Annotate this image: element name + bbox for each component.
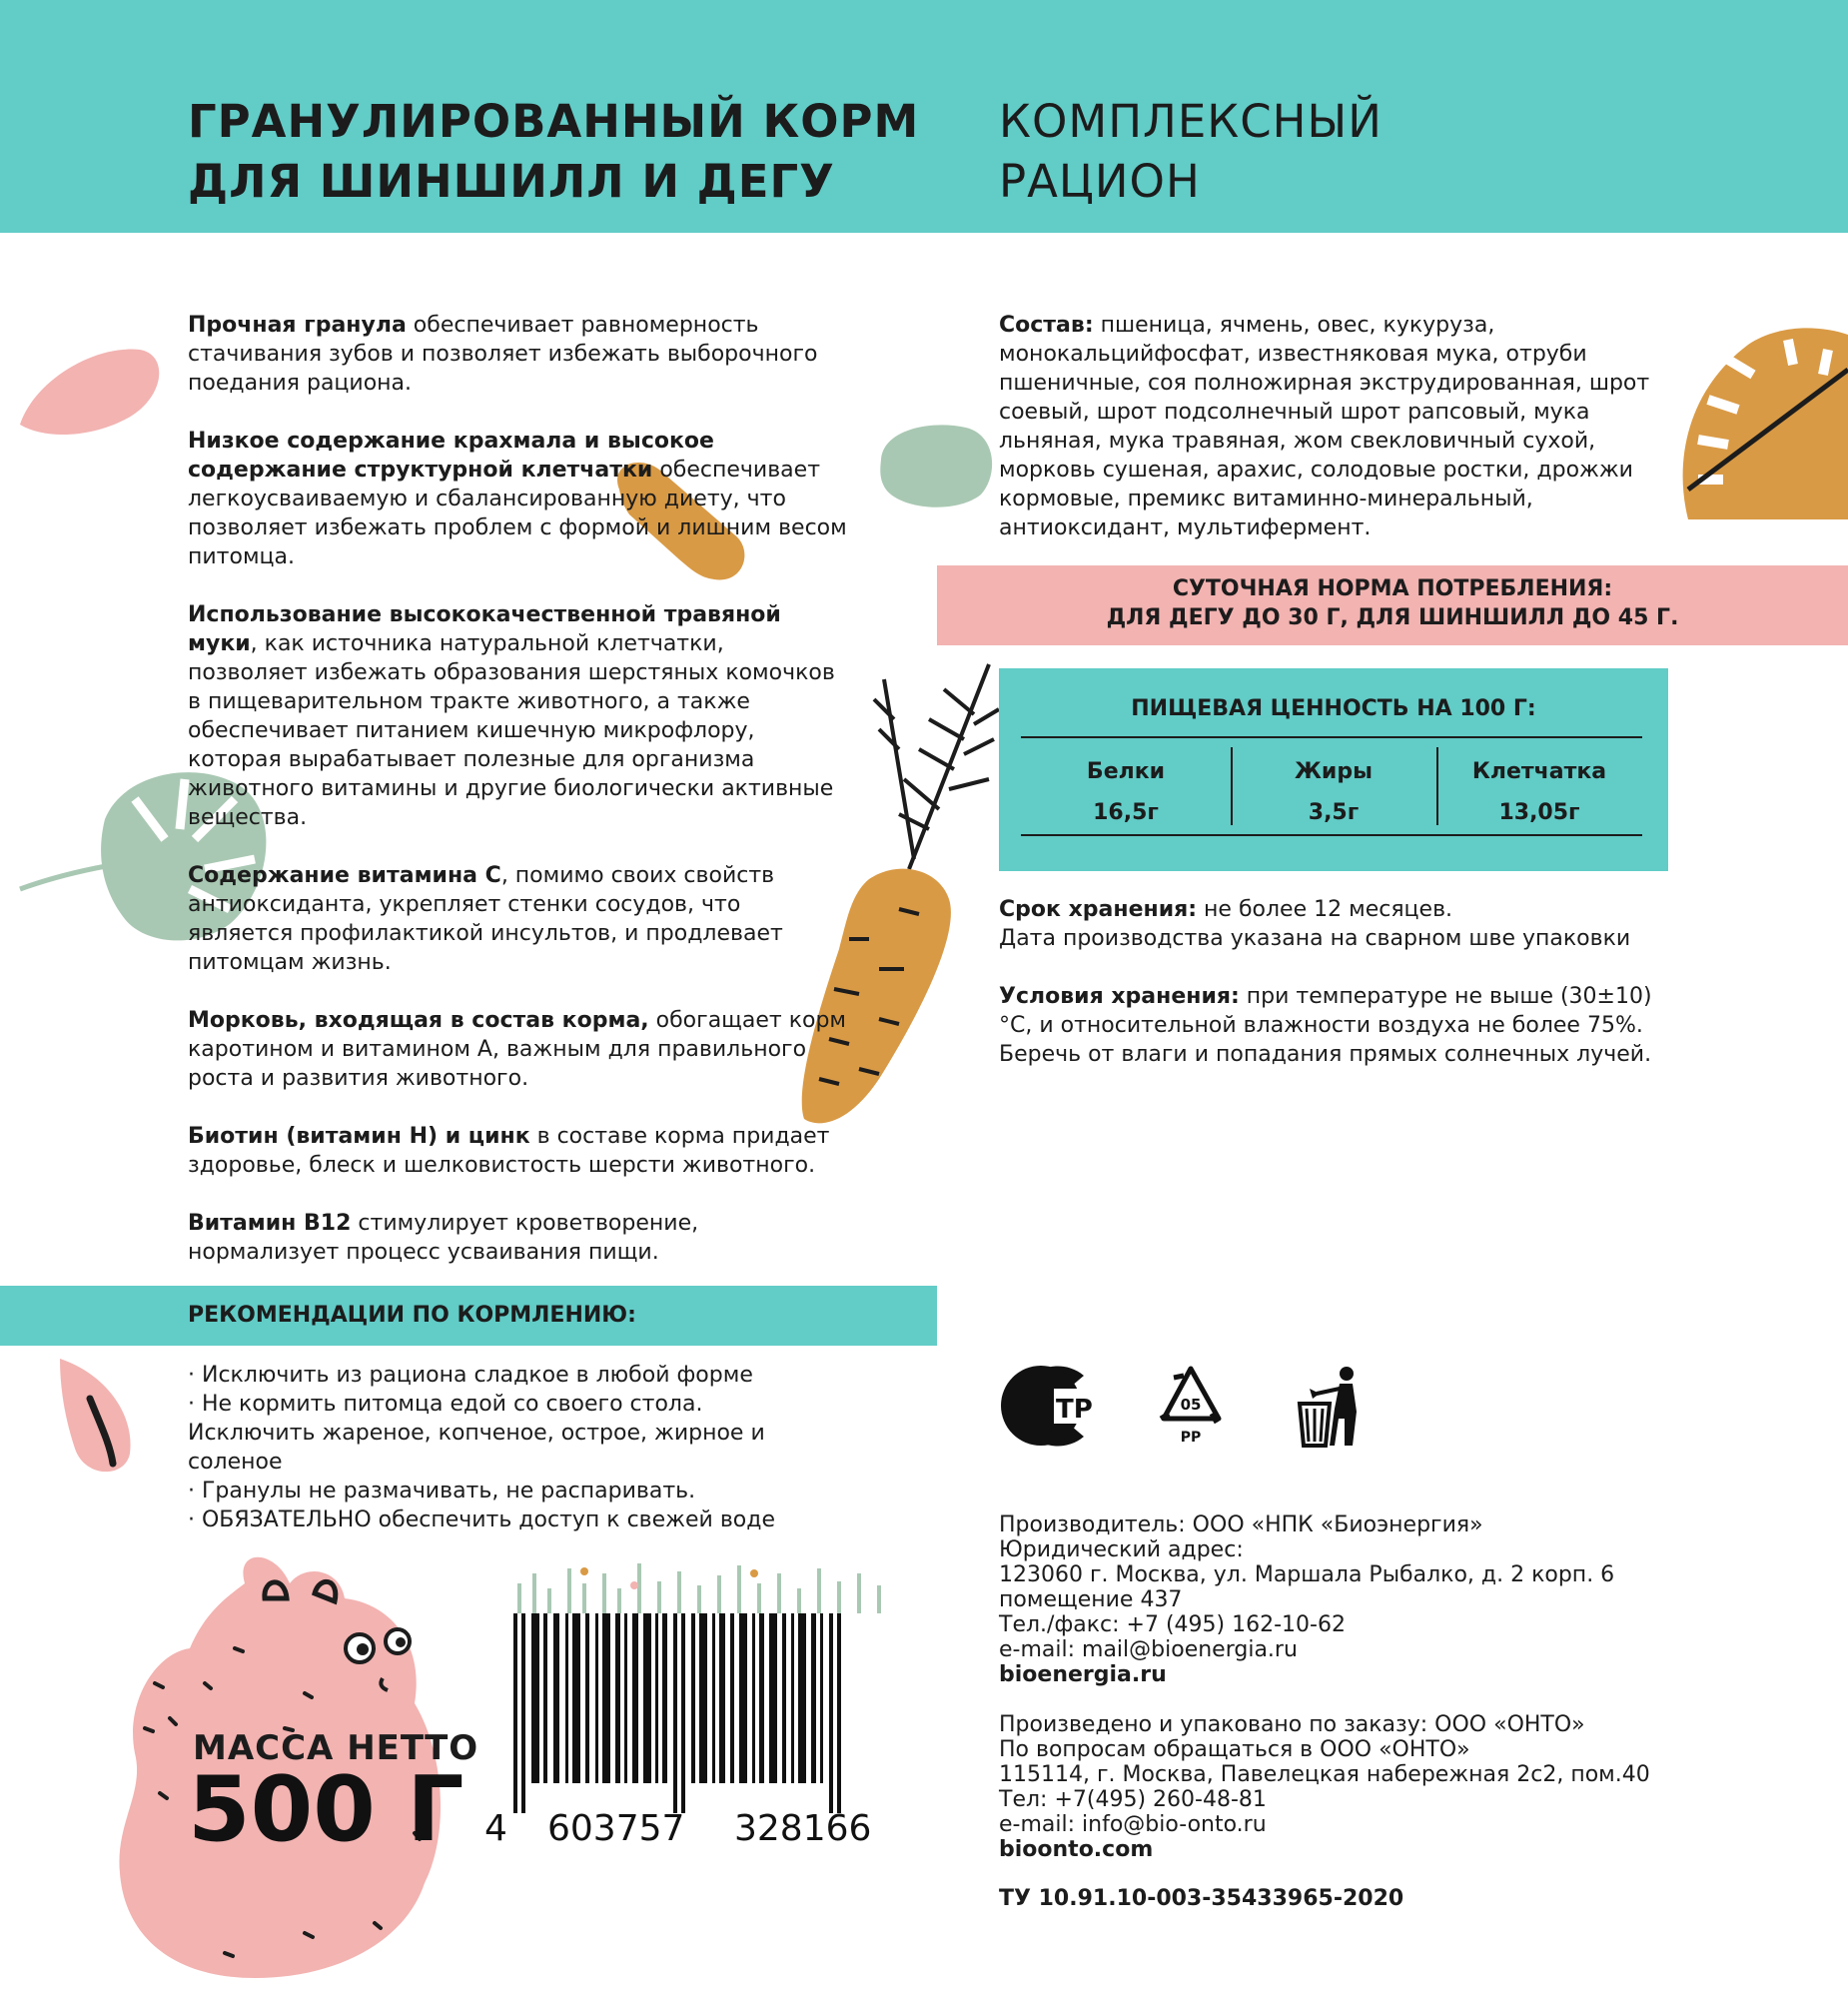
manufacturer-line: Тел./факс: +7 (495) 162-10-62 <box>999 1612 1346 1637</box>
benefit-heading: Морковь, входящая в состав корма, <box>188 1008 649 1033</box>
title-left <box>188 92 919 212</box>
nutrient-name: Белки <box>1086 759 1166 784</box>
storage-conditions <box>999 982 1668 1069</box>
nutrition-column-fat <box>1231 751 1436 833</box>
benefit-body: обеспечивает равномерность стачивания зубов и позволяет избежать выборочного поедания рациона. <box>188 313 818 396</box>
nutrition-column-fiber <box>1436 751 1642 833</box>
packer-line: Произведено и упаковано по заказу: ООО «ОНТО» <box>999 1712 1585 1737</box>
shelf-life-note: Дата производства указана на сварном шве упаковки <box>999 926 1631 951</box>
manufacturer-site-link[interactable]: bioenergia.ru <box>999 1662 1167 1687</box>
benefit-paragraph <box>188 861 847 977</box>
packer-line: По вопросам обращаться в ООО «ОНТО» <box>999 1737 1470 1762</box>
benefit-body: , помимо своих свойств антиоксиданта, укрепляет стенки сосудов, что является профилактикой инсультов, и продлевает питомцам жизнь. <box>188 863 783 975</box>
recycle-material: PP <box>1180 1430 1202 1446</box>
benefit-paragraph <box>188 427 847 571</box>
benefit-paragraph <box>188 600 847 832</box>
title-right <box>999 92 1383 212</box>
daily-norm-line-2: ДЛЯ ДЕГУ ДО 30 Г, ДЛЯ ШИНШИЛЛ ДО 45 Г. <box>1106 605 1679 630</box>
benefit-heading: Прочная гранула <box>188 313 407 338</box>
recycle-code: 05 <box>1180 1396 1202 1414</box>
nutrient-value: 13,05г <box>1498 800 1580 825</box>
shelf-life <box>999 895 1698 953</box>
barcode <box>509 1613 849 1813</box>
manufacturer-line: 123060 г. Москва, ул. Маршала Рыбалко, д. 2 корп. 6 <box>999 1562 1615 1587</box>
net-weight-value: 500 Г <box>188 1757 464 1862</box>
barcode-right-digits: 328166 <box>734 1808 872 1849</box>
benefit-heading: Низкое содержание крахмала и высокое содержание структурной клетчатки <box>188 429 714 483</box>
orange-leaf-icon <box>1668 320 1848 529</box>
list-item: · ОБЯЗАТЕЛЬНО обеспечить доступ к свежей воде <box>188 1507 775 1532</box>
title-left-line-2: ДЛЯ ШИНШИЛЛ И ДЕГУ <box>188 155 835 208</box>
net-weight-label: МАССА НЕТТО <box>193 1728 479 1768</box>
nutrient-name: Жиры <box>1295 759 1373 784</box>
benefit-body: обеспечивает легкоусваиваемую и сбалансированную диету, что позволяет избежать проблем с формой и лишним весом питомца. <box>188 458 847 569</box>
benefit-heading: Биотин (витамин Н) и цинк <box>188 1124 530 1149</box>
trash-bin-icon <box>1295 1364 1365 1449</box>
shelf-life-text: не более 12 месяцев. <box>1197 897 1453 922</box>
benefit-body: в составе корма придает здоровье, блеск и шелковистость шерсти животного. <box>188 1124 830 1178</box>
list-item: · Гранулы не размачивать, не распаривать. <box>188 1479 696 1503</box>
daily-norm-line-1: СУТОЧНАЯ НОРМА ПОТРЕБЛЕНИЯ: <box>1172 576 1613 601</box>
packer-line: 115114, г. Москва, Павелецкая набережная 2с2, пом.40 <box>999 1762 1650 1787</box>
packer-line: Тел: +7(495) 260-48-81 <box>999 1787 1267 1812</box>
technical-standard: ТУ 10.91.10-003-35433965-2020 <box>999 1886 1404 1911</box>
eac-mark-text: ТР <box>1056 1395 1093 1425</box>
feeding-title: РЕКОМЕНДАЦИИ ПО КОРМЛЕНИЮ: <box>188 1303 636 1328</box>
nutrient-value: 3,5г <box>1308 800 1360 825</box>
benefit-heading: Использование высококачественной травяной муки <box>188 602 781 656</box>
storage-label: Условия хранения: <box>999 984 1240 1009</box>
list-item: · Не кормить питомца едой со своего стола. <box>188 1392 703 1417</box>
packer-info <box>999 1712 1650 1862</box>
recycle-pp-icon <box>1154 1364 1229 1449</box>
pink-leaf-icon <box>55 1354 135 1479</box>
composition-label: Состав: <box>999 313 1094 338</box>
manufacturer-info <box>999 1512 1614 1687</box>
daily-norm <box>937 574 1848 632</box>
manufacturer-line: e-mail: mail@bioenergia.ru <box>999 1637 1298 1662</box>
manufacturer-line: Юридический адрес: <box>999 1537 1244 1562</box>
manufacturer-line: Производитель: ООО «НПК «Биоэнергия» <box>999 1512 1483 1537</box>
benefit-body: , как источника натуральной клетчатки, позволяет избежать образования шерстяных комочков в пищеварительном тракте животного, а также обеспечивает питанием кишечную микрофлору, которая вырабатывает полезные для организма животного витамины и другие биологически активные вещества. <box>188 631 835 830</box>
nutrition-top-rule <box>1021 736 1642 738</box>
benefit-paragraph <box>188 1209 847 1267</box>
sage-stone-icon <box>871 420 1001 509</box>
nutrition-column-protein <box>1021 751 1231 833</box>
nutrient-value: 16,5г <box>1093 800 1159 825</box>
title-left-line-1: ГРАНУЛИРОВАННЫЙ КОРМ <box>188 95 920 148</box>
benefit-body: стимулирует кроветворение, нормализует процесс усваивания пищи. <box>188 1211 699 1265</box>
benefit-paragraph <box>188 1006 847 1093</box>
list-item: Исключить жареное, копченое, острое, жирное и <box>188 1421 765 1446</box>
list-item: · Исключить из рациона сладкое в любой форме <box>188 1363 753 1388</box>
title-right-line-2: РАЦИОН <box>999 155 1201 208</box>
benefit-heading: Содержание витамина С <box>188 863 501 888</box>
manufacturer-line: помещение 437 <box>999 1587 1183 1612</box>
nutrient-name: Клетчатка <box>1471 759 1607 784</box>
nutrition-title: ПИЩЕВАЯ ЦЕННОСТЬ НА 100 Г: <box>1131 696 1536 721</box>
benefit-heading: Витамин В12 <box>188 1211 352 1236</box>
pink-leaf-blob-icon <box>15 340 165 440</box>
storage-text: при температуре не выше (30±10)°С, и относительной влажности воздуха не более 75%. Беречь от влаги и попадания прямых солнечных лучей. <box>999 984 1652 1067</box>
composition <box>999 311 1678 542</box>
benefits-text <box>188 311 847 1296</box>
barcode-first-digit: 4 <box>484 1808 507 1849</box>
composition-text: пшеница, ячмень, овес, кукуруза, монокальцийфосфат, известняковая мука, отруби пшеничные, соя полножирная экструдированная, шрот соевый, шрот подсолнечный шрот рапсовый, мука льняная, мука травяная, жом свекловичный сухой, морковь сушеная, арахис, солодовые ростки, дрожжи кормовые, премикс витаминно-минеральный, антиоксидант, мультифермент. <box>999 313 1650 540</box>
barcode-left-digits: 603757 <box>547 1808 685 1849</box>
title-right-line-1: КОМПЛЕКСНЫЙ <box>999 95 1383 148</box>
packer-site-link[interactable]: bioonto.com <box>999 1837 1154 1862</box>
eac-mark-icon <box>999 1364 1099 1449</box>
nutrition-table <box>1021 751 1642 833</box>
list-item: соленое <box>188 1450 283 1475</box>
shelf-life-label: Срок хранения: <box>999 897 1198 922</box>
grass-decoration-icon <box>509 1553 889 1613</box>
nutrition-bottom-rule <box>1021 834 1642 836</box>
benefit-paragraph <box>188 311 847 398</box>
packer-line: e-mail: info@bio-onto.ru <box>999 1812 1267 1837</box>
feeding-list <box>188 1361 775 1534</box>
benefit-body: обогащает корм каротином и витамином А, важным для правильного роста и развития животного. <box>188 1008 847 1091</box>
benefit-paragraph <box>188 1122 847 1180</box>
